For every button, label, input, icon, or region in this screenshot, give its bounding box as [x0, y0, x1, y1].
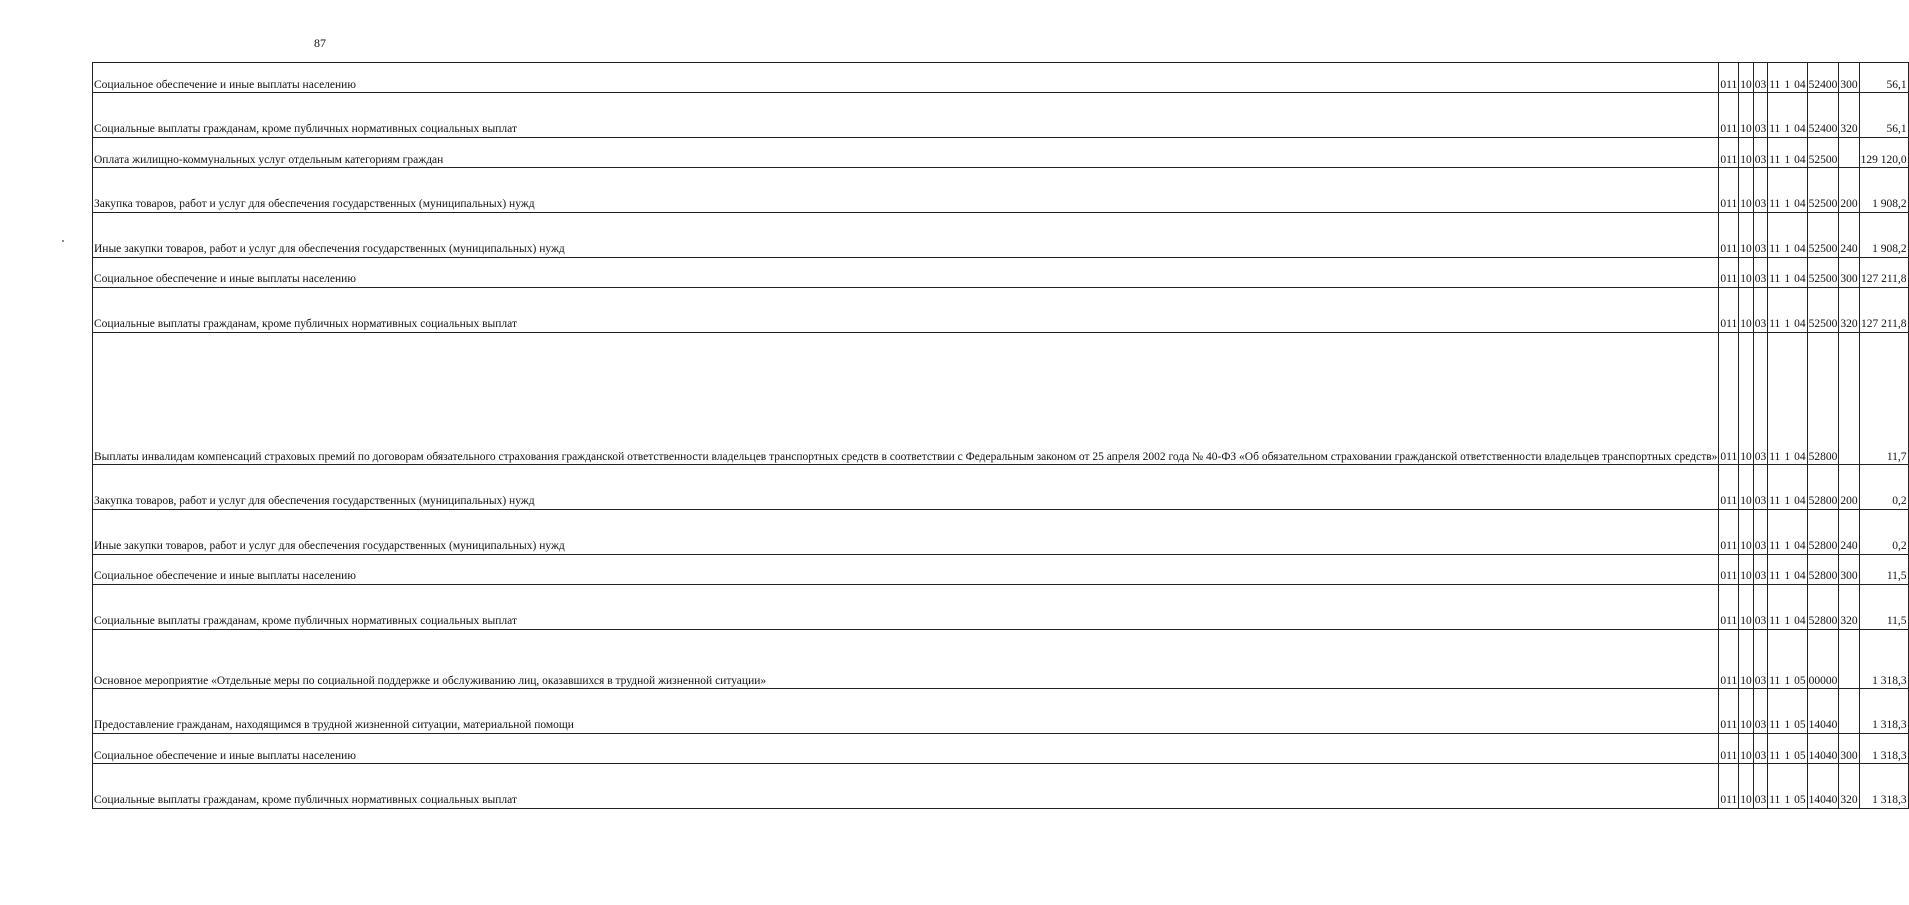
table-row — [93, 509, 1909, 554]
table-row — [93, 629, 1909, 688]
subprogram-code: 1 — [1784, 123, 1791, 136]
ministry-code: 011 — [1719, 212, 1739, 257]
direction-code: 52800 — [1807, 332, 1839, 464]
row-name: Социальное обеспечение и иные выплаты населению — [93, 63, 1719, 93]
program-code: 11 — [1769, 123, 1781, 136]
section-code: 10 — [1739, 287, 1754, 332]
expense-type-code — [1839, 332, 1859, 464]
program-code: 11 — [1769, 78, 1781, 91]
section-code: 10 — [1739, 168, 1754, 213]
section-code: 10 — [1739, 764, 1754, 809]
expense-type-code: 200 — [1839, 168, 1859, 213]
ministry-code: 011 — [1719, 93, 1739, 138]
amount: 1 318,3 — [1859, 629, 1908, 688]
direction-code: 52500 — [1807, 257, 1839, 287]
expense-type-code: 320 — [1839, 287, 1859, 332]
row-name: Социальные выплаты гражданам, кроме публичных нормативных социальных выплат — [93, 764, 1719, 809]
subsection-code: 03 — [1753, 509, 1768, 554]
subprogram-code: 1 — [1784, 78, 1791, 91]
expense-type-code — [1839, 689, 1859, 734]
subprogram-code: 1 — [1784, 153, 1791, 166]
subsection-code: 03 — [1753, 212, 1768, 257]
expense-type-code — [1839, 629, 1859, 688]
section-code: 10 — [1739, 509, 1754, 554]
target-article-code — [1768, 137, 1807, 167]
subsection-code: 03 — [1753, 764, 1768, 809]
expense-type-code — [1839, 137, 1859, 167]
program-code: 11 — [1769, 450, 1781, 463]
amount: 0,2 — [1859, 465, 1908, 510]
event-code: 05 — [1794, 794, 1806, 807]
amount: 56,1 — [1859, 93, 1908, 138]
target-article-code — [1768, 332, 1807, 464]
table-row — [93, 257, 1909, 287]
event-code: 04 — [1794, 198, 1806, 211]
program-code: 11 — [1769, 615, 1781, 628]
table-row — [93, 287, 1909, 332]
amount: 129 120,0 — [1859, 137, 1908, 167]
ministry-code: 011 — [1719, 554, 1739, 584]
target-article-code — [1768, 63, 1807, 93]
section-code: 10 — [1739, 733, 1754, 763]
target-article-code — [1768, 168, 1807, 213]
subprogram-code: 1 — [1784, 674, 1791, 687]
section-code: 10 — [1739, 63, 1754, 93]
program-code: 11 — [1769, 719, 1781, 732]
ministry-code: 011 — [1719, 689, 1739, 734]
amount: 1 908,2 — [1859, 168, 1908, 213]
row-name: Социальные выплаты гражданам, кроме публичных нормативных социальных выплат — [93, 287, 1719, 332]
target-article-code — [1768, 93, 1807, 138]
amount: 11,5 — [1859, 554, 1908, 584]
row-name: Социальное обеспечение и иные выплаты населению — [93, 257, 1719, 287]
ministry-code: 011 — [1719, 137, 1739, 167]
event-code: 05 — [1794, 674, 1806, 687]
row-name: Оплата жилищно-коммунальных услуг отдельным категориям граждан — [93, 137, 1719, 167]
amount: 1 908,2 — [1859, 212, 1908, 257]
table-row — [93, 554, 1909, 584]
amount: 11,5 — [1859, 584, 1908, 629]
subsection-code: 03 — [1753, 629, 1768, 688]
subprogram-code: 1 — [1784, 794, 1791, 807]
amount: 1 318,3 — [1859, 733, 1908, 763]
event-code: 04 — [1794, 570, 1806, 583]
ministry-code: 011 — [1719, 63, 1739, 93]
event-code: 04 — [1794, 153, 1806, 166]
ministry-code: 011 — [1719, 465, 1739, 510]
target-article-code — [1768, 733, 1807, 763]
subsection-code: 03 — [1753, 287, 1768, 332]
ministry-code: 011 — [1719, 584, 1739, 629]
target-article-code — [1768, 554, 1807, 584]
program-code: 11 — [1769, 273, 1781, 286]
table-row — [93, 465, 1909, 510]
subprogram-code: 1 — [1784, 273, 1791, 286]
row-name: Закупка товаров, работ и услуг для обеспечения государственных (муниципальных) нужд — [93, 168, 1719, 213]
subsection-code: 03 — [1753, 332, 1768, 464]
section-code: 10 — [1739, 554, 1754, 584]
ministry-code: 011 — [1719, 332, 1739, 464]
event-code: 04 — [1794, 78, 1806, 91]
amount: 0,2 — [1859, 509, 1908, 554]
target-article-code — [1768, 212, 1807, 257]
subsection-code: 03 — [1753, 168, 1768, 213]
expense-type-code: 300 — [1839, 733, 1859, 763]
program-code: 11 — [1769, 153, 1781, 166]
program-code: 11 — [1769, 540, 1781, 553]
subprogram-code: 1 — [1784, 495, 1791, 508]
table-body — [93, 63, 1909, 809]
row-name: Предоставление гражданам, находящимся в трудной жизненной ситуации, материальной помощи — [93, 689, 1719, 734]
expense-type-code: 300 — [1839, 257, 1859, 287]
program-code: 11 — [1769, 794, 1781, 807]
row-name: Социальные выплаты гражданам, кроме публичных нормативных социальных выплат — [93, 584, 1719, 629]
target-article-code — [1768, 689, 1807, 734]
program-code: 11 — [1769, 570, 1781, 583]
amount: 56,1 — [1859, 63, 1908, 93]
table-row — [93, 764, 1909, 809]
section-code: 10 — [1739, 137, 1754, 167]
section-code: 10 — [1739, 257, 1754, 287]
expense-type-code: 300 — [1839, 554, 1859, 584]
program-code: 11 — [1769, 749, 1781, 762]
program-code: 11 — [1769, 198, 1781, 211]
subprogram-code: 1 — [1784, 243, 1791, 256]
event-code: 04 — [1794, 540, 1806, 553]
subsection-code: 03 — [1753, 257, 1768, 287]
subsection-code: 03 — [1753, 137, 1768, 167]
section-code: 10 — [1739, 332, 1754, 464]
table-row — [93, 212, 1909, 257]
subsection-code: 03 — [1753, 554, 1768, 584]
section-code: 10 — [1739, 629, 1754, 688]
direction-code: 14040 — [1807, 733, 1839, 763]
section-code: 10 — [1739, 93, 1754, 138]
row-name: Основное мероприятие «Отдельные меры по социальной поддержке и обслуживанию лиц, оказавшихся в трудной жизненной ситуации» — [93, 629, 1719, 688]
direction-code: 14040 — [1807, 764, 1839, 809]
section-code: 10 — [1739, 465, 1754, 510]
direction-code: 52500 — [1807, 137, 1839, 167]
target-article-code — [1768, 509, 1807, 554]
page-number: 87 — [314, 36, 326, 50]
subprogram-code: 1 — [1784, 450, 1791, 463]
amount: 11,7 — [1859, 332, 1908, 464]
subprogram-code: 1 — [1784, 615, 1791, 628]
table-row — [93, 168, 1909, 213]
subprogram-code: 1 — [1784, 749, 1791, 762]
target-article-code — [1768, 629, 1807, 688]
row-name: Социальное обеспечение и иные выплаты населению — [93, 554, 1719, 584]
target-article-code — [1768, 584, 1807, 629]
subsection-code: 03 — [1753, 689, 1768, 734]
amount: 1 318,3 — [1859, 764, 1908, 809]
event-code: 04 — [1794, 123, 1806, 136]
row-name: Социальное обеспечение и иные выплаты населению — [93, 733, 1719, 763]
target-article-code — [1768, 287, 1807, 332]
section-code: 10 — [1739, 689, 1754, 734]
ministry-code: 011 — [1719, 257, 1739, 287]
event-code: 04 — [1794, 495, 1806, 508]
row-name: Выплаты инвалидам компенсаций страховых премий по договорам обязательного страхования гражданской ответственности владельцев транспортных средств в соответствии с Федеральным законом от 25 апреля 2002 года № 40-ФЗ «Об обязательном страховании гражданской ответственности владельцев транспортных средств» — [93, 332, 1719, 464]
event-code: 05 — [1794, 749, 1806, 762]
target-article-code — [1768, 465, 1807, 510]
direction-code: 52500 — [1807, 212, 1839, 257]
table-row — [93, 584, 1909, 629]
subsection-code: 03 — [1753, 733, 1768, 763]
expense-type-code: 300 — [1839, 63, 1859, 93]
ministry-code: 011 — [1719, 733, 1739, 763]
amount: 1 318,3 — [1859, 689, 1908, 734]
table-row — [93, 93, 1909, 138]
subsection-code: 03 — [1753, 465, 1768, 510]
section-code: 10 — [1739, 584, 1754, 629]
event-code: 04 — [1794, 273, 1806, 286]
expense-type-code: 240 — [1839, 509, 1859, 554]
expense-type-code: 200 — [1839, 465, 1859, 510]
table-row — [93, 733, 1909, 763]
subprogram-code: 1 — [1784, 719, 1791, 732]
table-row — [93, 332, 1909, 464]
direction-code: 14040 — [1807, 689, 1839, 734]
subprogram-code: 1 — [1784, 540, 1791, 553]
expense-type-code: 320 — [1839, 764, 1859, 809]
expense-type-code: 320 — [1839, 584, 1859, 629]
direction-code: 52400 — [1807, 93, 1839, 138]
direction-code: 52500 — [1807, 168, 1839, 213]
ministry-code: 011 — [1719, 764, 1739, 809]
section-code: 10 — [1739, 212, 1754, 257]
row-name: Иные закупки товаров, работ и услуг для обеспечения государственных (муниципальных) нужд — [93, 509, 1719, 554]
event-code: 05 — [1794, 719, 1806, 732]
direction-code: 52800 — [1807, 584, 1839, 629]
event-code: 04 — [1794, 615, 1806, 628]
expense-type-code: 240 — [1839, 212, 1859, 257]
subsection-code: 03 — [1753, 93, 1768, 138]
subprogram-code: 1 — [1784, 318, 1791, 331]
direction-code: 52800 — [1807, 509, 1839, 554]
row-name: Социальные выплаты гражданам, кроме публичных нормативных социальных выплат — [93, 93, 1719, 138]
direction-code: 00000 — [1807, 629, 1839, 688]
program-code: 11 — [1769, 243, 1781, 256]
program-code: 11 — [1769, 674, 1781, 687]
subsection-code: 03 — [1753, 63, 1768, 93]
target-article-code — [1768, 257, 1807, 287]
amount: 127 211,8 — [1859, 257, 1908, 287]
table-row — [93, 63, 1909, 93]
ministry-code: 011 — [1719, 629, 1739, 688]
event-code: 04 — [1794, 318, 1806, 331]
subsection-code: 03 — [1753, 584, 1768, 629]
row-name: Иные закупки товаров, работ и услуг для обеспечения государственных (муниципальных) нужд — [93, 212, 1719, 257]
scan-mark — [62, 240, 64, 242]
ministry-code: 011 — [1719, 509, 1739, 554]
subprogram-code: 1 — [1784, 198, 1791, 211]
row-name: Закупка товаров, работ и услуг для обеспечения государственных (муниципальных) нужд — [93, 465, 1719, 510]
program-code: 11 — [1769, 318, 1781, 331]
amount: 127 211,8 — [1859, 287, 1908, 332]
direction-code: 52800 — [1807, 554, 1839, 584]
ministry-code: 011 — [1719, 168, 1739, 213]
direction-code: 52500 — [1807, 287, 1839, 332]
subprogram-code: 1 — [1784, 570, 1791, 583]
program-code: 11 — [1769, 495, 1781, 508]
direction-code: 52400 — [1807, 63, 1839, 93]
table-row — [93, 689, 1909, 734]
direction-code: 52800 — [1807, 465, 1839, 510]
event-code: 04 — [1794, 450, 1806, 463]
table-row — [93, 137, 1909, 167]
target-article-code — [1768, 764, 1807, 809]
event-code: 04 — [1794, 243, 1806, 256]
expense-type-code: 320 — [1839, 93, 1859, 138]
budget-table — [92, 62, 1909, 809]
ministry-code: 011 — [1719, 287, 1739, 332]
